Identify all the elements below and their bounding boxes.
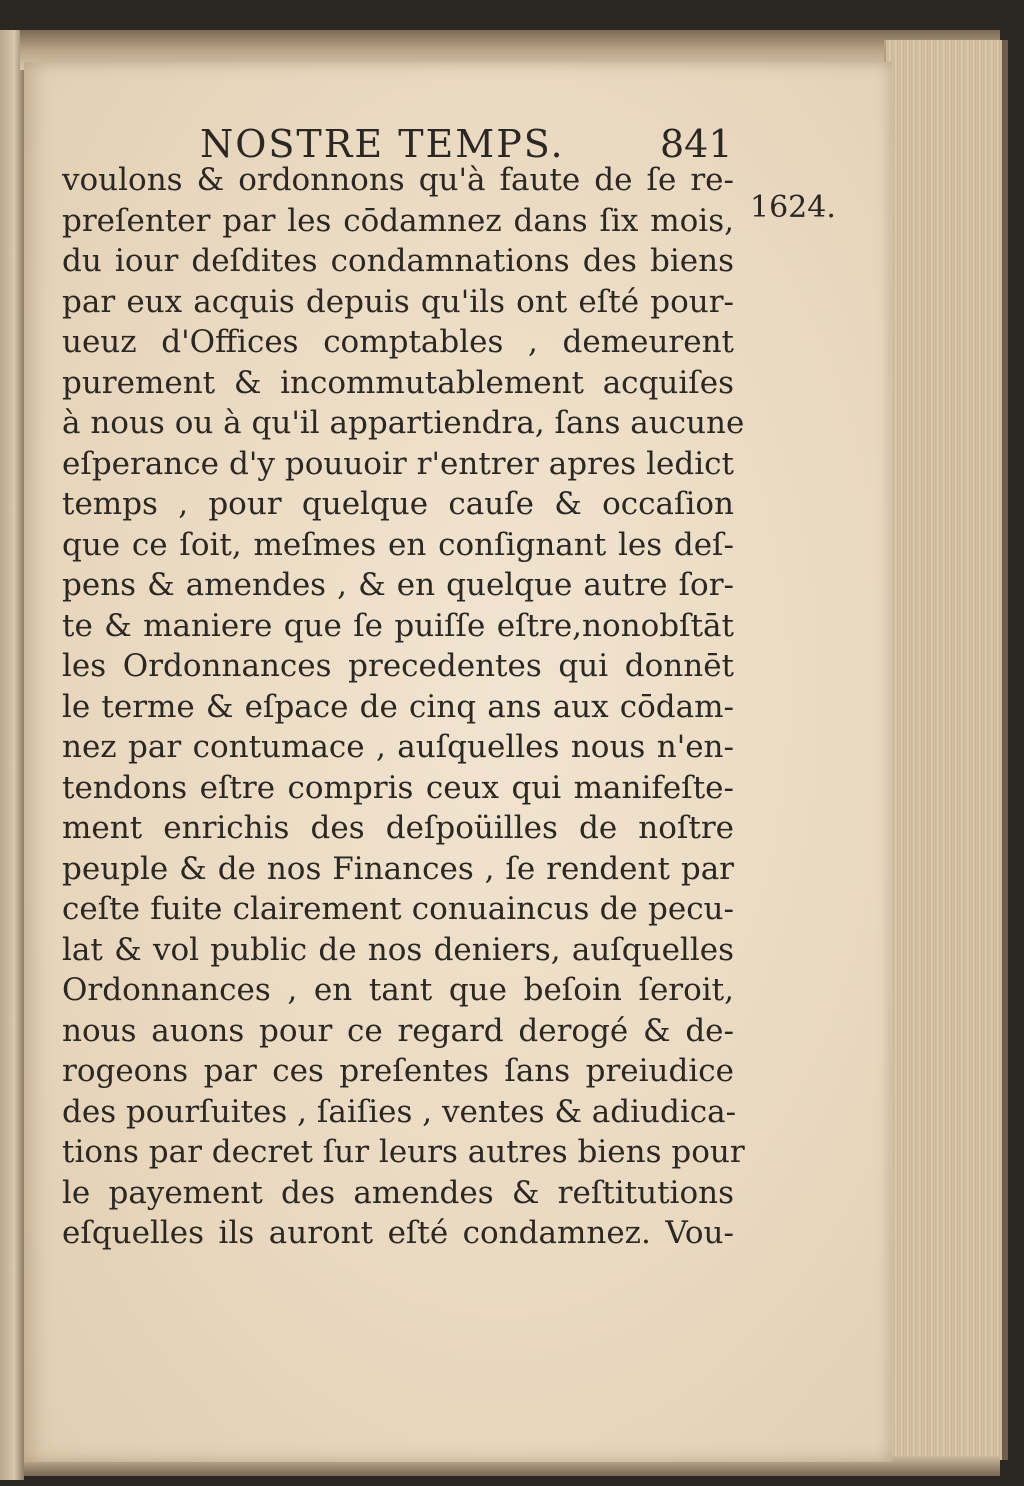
text-line: des pourſuites , ſaiſies , ventes & adiudica- [62, 1093, 737, 1130]
text-line: te & maniere que ſe puiſſe eſtre,nonobſtāt [62, 607, 734, 644]
text-line: du iour deſdites condamnations des biens [62, 243, 734, 279]
text-line: lat & vol public de nos deniers, auſquelles [62, 931, 734, 968]
text-line: le terme & eſpace de cinq ans aux cōdam- [62, 688, 734, 725]
body-text [62, 160, 745, 1254]
text-line: les Ordonnances precedentes qui donnēt [62, 648, 734, 684]
text-line: le payement des amendes & reſtitutions [62, 1174, 734, 1211]
text-line: ueuz d'Offices comptables , demeurent [62, 324, 734, 360]
text-line: purement & incommutablement acquiſes [62, 364, 734, 401]
text-line: ceſte fuite clairement conuaincus de pecu- [62, 891, 734, 927]
running-header: NOSTRE TEMPS. [200, 122, 565, 166]
text-line: rogeons par ces preſentes ſans preiudice [62, 1053, 734, 1089]
text-line: Ordonnances , en tant que beſoin ſeroit, [62, 972, 734, 1008]
text-line: ment enrichis des deſpoüilles de noſtre [62, 810, 734, 846]
text-line: eſquelles ils auront eſté condamnez. Vou- [62, 1215, 734, 1251]
text-line: temps , pour quelque cauſe & occaſion [62, 486, 734, 522]
text-line: preſenter par les cōdamnez dans ſix mois, [62, 202, 734, 239]
page-fore-edge [884, 40, 1008, 1460]
text-line: eſperance d'y pouuoir r'entrer apres ledict [62, 445, 734, 482]
page-number: 841 [660, 122, 733, 166]
text-line: voulons & ordonnons qu'à faute de ſe re- [62, 162, 734, 198]
text-line: peuple & de nos Finances , ſe rendent par [62, 850, 734, 887]
left-page-edge [0, 30, 24, 1480]
text-line: nez par contumace , auſquelles nous n'en- [62, 729, 734, 765]
text-line: que ce ſoit, meſmes en conſignant les deſ- [62, 526, 734, 563]
text-line: par eux acquis depuis qu'ils ont eſté pour- [62, 283, 734, 320]
text-line: tendons eſtre compris ceux qui manifeſte- [62, 769, 734, 806]
text-line: tions par decret ſur leurs autres biens pour [62, 1134, 745, 1170]
text-line: nous auons pour ce regard derogé & de- [62, 1012, 734, 1049]
margin-note-year: 1624. [750, 190, 836, 225]
text-line: pens & amendes , & en quelque autre ſor- [62, 567, 734, 603]
text-line: à nous ou à qu'il appartiendra, ſans aucune [62, 405, 745, 441]
